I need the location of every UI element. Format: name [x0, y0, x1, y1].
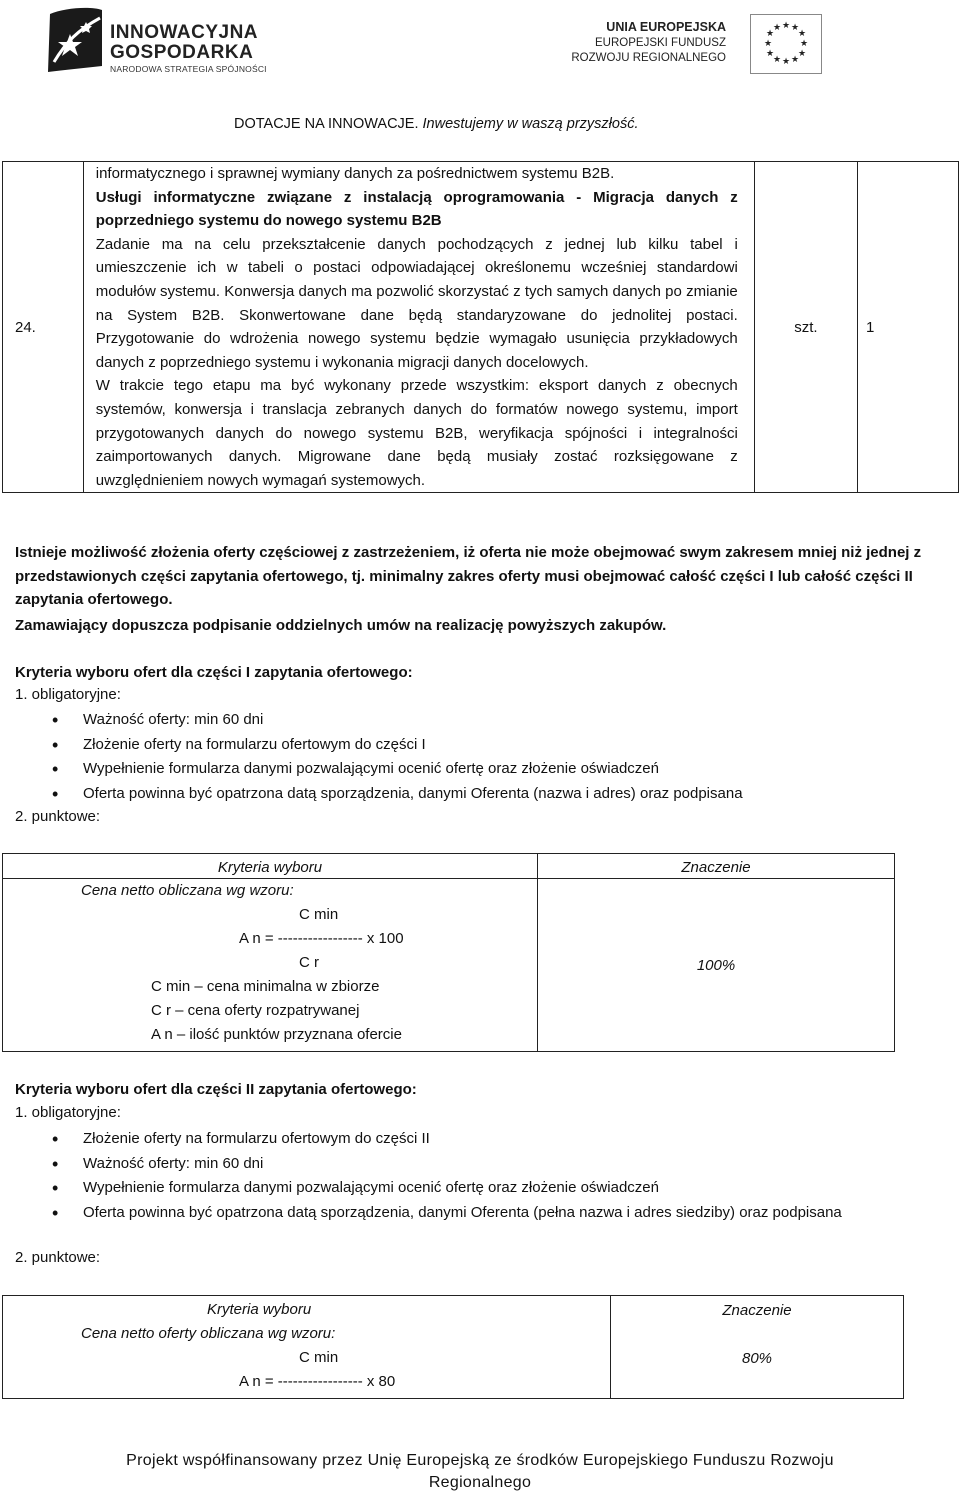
part1-criteria-table — [2, 853, 895, 1052]
part2-equation: A n = ----------------- x 80 — [239, 1373, 396, 1390]
desc-title: Usługi informatyczne związane z instalacją oprogramowania - Migracja danych z poprzedniego systemu do nowego systemu B2B — [95, 188, 738, 230]
item-number: 24. — [3, 162, 84, 493]
list-item: • Ważność oferty: min 60 dni — [15, 708, 915, 733]
list-item: • Oferta powinna być opatrzona datą sporządzenia, danymi Oferenta (nazwa i adres) oraz podpisana — [15, 782, 915, 807]
list-item: • Złożenie oferty na formularzu ofertowym do części I — [15, 733, 915, 758]
part2-formula-title: Cena netto oferty obliczana wg wzoru: — [81, 1325, 336, 1342]
footer-line1: Projekt współfinansowany przez Unię Europejską ze środków Europejskiego Funduszu Rozwoju — [126, 1452, 834, 1469]
part1-formula-cell — [3, 879, 538, 1052]
logo-text-line2: GOSPODARKA — [110, 42, 254, 63]
part1-mandatory-list — [15, 708, 915, 806]
svg-text:★: ★ — [772, 23, 782, 33]
svg-text:★: ★ — [797, 29, 807, 39]
part1-mandatory-label: 1. obligatoryjne: — [15, 686, 121, 703]
eu-logo-text — [571, 20, 726, 66]
part2-weight: 80% — [741, 1350, 773, 1367]
item-description — [83, 162, 754, 493]
svg-text:★: ★ — [765, 29, 775, 39]
list-item: • Wypełnienie formularza danymi pozwalającymi ocenić ofertę oraz złożenie oświadczeń — [15, 1176, 915, 1201]
part1-heading: Kryteria wyboru ofert dla części I zapytania ofertowego: — [15, 664, 413, 681]
part1-equation: A n = ----------------- x 100 — [239, 930, 404, 947]
part1-numerator: C min — [299, 906, 339, 923]
part2-weight-cell — [611, 1296, 904, 1399]
table-row — [3, 1296, 904, 1399]
list-item: • Ważność oferty: min 60 dni — [15, 1152, 915, 1177]
part2-mandatory-label: 1. obligatoryjne: — [15, 1104, 121, 1121]
eu-flag-icon — [750, 14, 822, 74]
svg-text:★: ★ — [763, 39, 773, 49]
part2-heading: Kryteria wyboru ofert dla części II zapytania ofertowego: — [15, 1081, 417, 1098]
part1-points-label: 2. punktowe: — [15, 808, 101, 825]
part1-col2-header: Znaczenie — [538, 854, 895, 879]
part1-legend-1: C min – cena minimalna w zbiorze — [151, 978, 380, 995]
tagline — [234, 116, 638, 132]
desc-line0: informatycznego i sprawnej wymiany danych za pośrednictwem systemu B2B. — [95, 165, 615, 182]
table-row — [3, 162, 959, 493]
logo-text-line1: INNOWACYJNA — [110, 22, 259, 43]
innowacyjna-gospodarka-logo — [44, 4, 284, 76]
star-swoosh-logo-icon — [44, 4, 106, 74]
tagline-italic: Inwestujemy w waszą przyszłość. — [422, 116, 639, 132]
svg-text:★: ★ — [765, 49, 775, 59]
part2-col1-header: Kryteria wyboru — [207, 1301, 312, 1318]
part2-points-label: 2. punktowe: — [15, 1249, 101, 1266]
part1-legend-2: C r – cena oferty rozpatrywanej — [151, 1002, 360, 1019]
part1-denominator: C r — [299, 954, 319, 971]
list-item: • Wypełnienie formularza danymi pozwalającymi ocenić ofertę oraz złożenie oświadczeń — [15, 757, 915, 782]
item-quantity: 1 — [858, 162, 959, 493]
svg-text:★: ★ — [790, 23, 800, 33]
notice-paragraph-1: Istnieje możliwość złożenia oferty częściowej z zastrzeżeniem, iż oferta nie może obejmować swym zakresem mniej niż jednej z przedstawionych części zapytania ofertowego, tj. minimalny zakres oferty musi obejmować całość części I lub całość części II zapytania ofertowego. — [15, 544, 922, 609]
eu-logo-line2: EUROPEJSKI FUNDUSZ — [595, 37, 726, 49]
footer — [0, 1450, 960, 1494]
table-row — [3, 854, 895, 879]
list-item: • Oferta powinna być opatrzona datą sporządzenia, danymi Oferenta (pełna nazwa i adres siedziby) oraz podpisana — [15, 1201, 915, 1226]
tagline-main: DOTACJE NA INNOWACJE. — [234, 116, 419, 132]
svg-text:★: ★ — [781, 21, 791, 31]
logo-text-line3: NARODOWA STRATEGIA SPÓJNOŚCI — [110, 64, 267, 74]
part1-col1-header: Kryteria wyboru — [3, 854, 538, 879]
svg-text:★: ★ — [797, 49, 807, 59]
svg-text:★: ★ — [781, 57, 791, 67]
desc-paragraph-1: Zadanie ma na celu przekształcenie danych pochodzących z jednej lub kilku tabel i umieszczenie ich w tabeli o postaci odpowiadającej określonemu wcześniej standardowi modułów systemu. Konwersja danych ma pozwolić skorzystać z tych samych danych po zmianie na System B2B. Skonwertowane dane będą standaryzowane do jednolitej postaci. Przygotowanie do wdrożenia nowego systemu będzie wymagało usunięcia przykładowych danych z poprzedniego systemu i wykonania migracji danych docelowych. — [95, 235, 738, 371]
notice-paragraph-2: Zamawiający dopuszcza podpisanie oddzielnych umów na realizację powyższych zakupów. — [15, 617, 667, 634]
table-row — [3, 879, 895, 1052]
footer-line2: Regionalnego — [428, 1474, 532, 1491]
svg-text:★: ★ — [772, 55, 782, 65]
part2-col2-header: Znaczenie — [722, 1302, 792, 1319]
part2-formula-cell — [3, 1296, 611, 1399]
eu-logo — [571, 14, 830, 74]
part1-legend-3: A n – ilość punktów przyznana ofercie — [151, 1026, 402, 1043]
svg-text:★: ★ — [790, 55, 800, 65]
part2-criteria-table — [2, 1295, 904, 1399]
svg-text:★: ★ — [799, 39, 809, 49]
eu-logo-line1: UNIA EUROPEJSKA — [606, 20, 726, 34]
item-unit: szt. — [754, 162, 857, 493]
part1-formula-title: Cena netto obliczana wg wzoru: — [81, 882, 294, 899]
part2-mandatory-list — [15, 1127, 915, 1225]
desc-paragraph-2: W trakcie tego etapu ma być wykonany przede wszystkim: eksport danych z obecnych systemów, konwersja i translacja zebranych danych do formatów nowego systemu, import przygotowanych danych do nowego systemu B2B, weryfikacja spójności i integralności zaimportowanych danych. Migrowane dane będą musiały zostać rozksięgowane z uwzględnieniem nowych wymagań systemowych. — [95, 377, 738, 489]
part2-numerator: C min — [299, 1349, 339, 1366]
part1-weight: 100% — [538, 879, 895, 1052]
item-table — [2, 161, 959, 493]
eu-logo-line3: ROZWOJU REGIONALNEGO — [571, 52, 726, 64]
list-item: • Złożenie oferty na formularzu ofertowym do części II — [15, 1127, 915, 1152]
